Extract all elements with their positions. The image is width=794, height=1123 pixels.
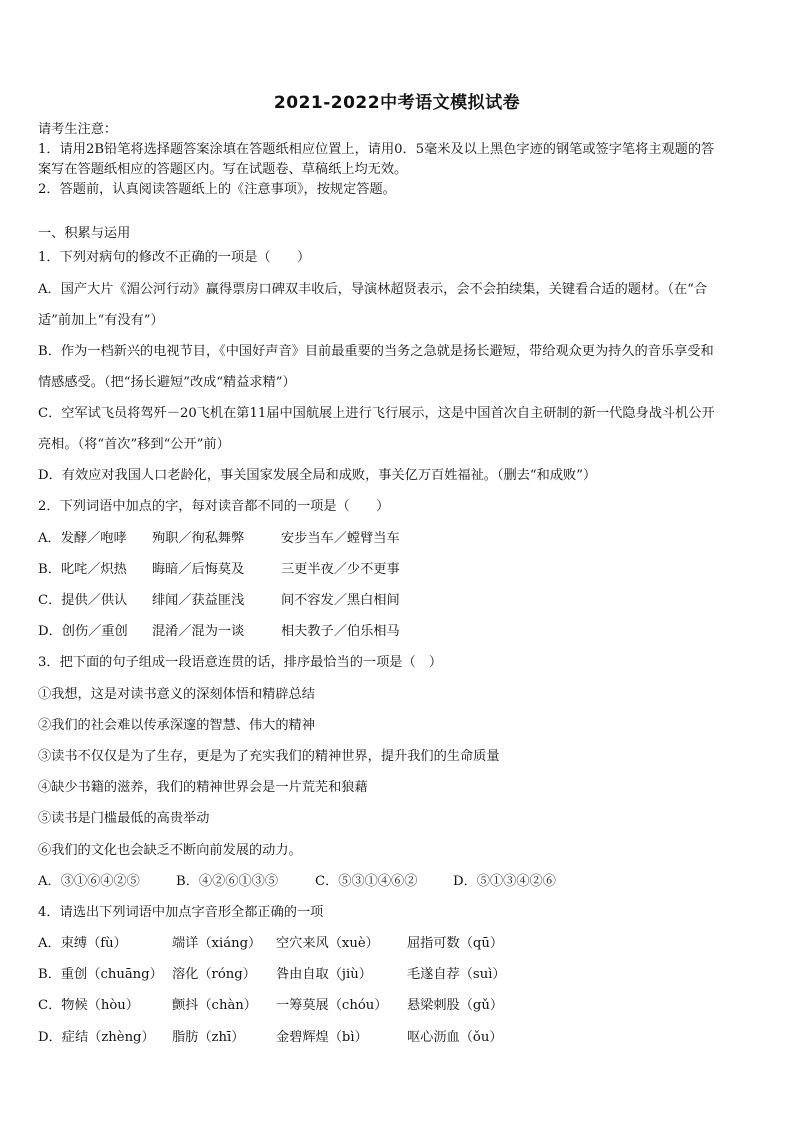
q2-option-row	[38, 531, 760, 547]
q3-choice-b: B．④②⑥①③⑤	[176, 874, 279, 889]
q4-a-1: A．束缚（fù）	[38, 936, 127, 951]
notice-item-2: 2．答题前，认真阅读答题纸上的《注意事项》，按规定答题。	[38, 182, 396, 197]
q2-option-row	[38, 593, 760, 609]
q2-stem: 2．下列词语中加点的字，每对读音都不同的一项是（ ）	[38, 499, 390, 514]
q3-choice-d: D．⑤①③④②⑥	[453, 874, 556, 889]
q2-c-1: C．提供／供认	[38, 593, 128, 608]
q1-option-d: D．有效应对我国人口老龄化，事关国家发展全局和成败，事关亿万百姓福祉。（删去“和成败”）	[38, 468, 597, 483]
q4-b-1: B．重创（chuāng）	[38, 967, 163, 982]
q4-d-1: D．症结（zhèng）	[38, 1030, 155, 1045]
q4-option-row	[38, 936, 760, 952]
q4-option-row	[38, 998, 760, 1014]
q3-choice-a: A．③①⑥④②⑤	[38, 874, 140, 889]
q1-option-c-cont: 亮相。（将“首次”移到“公开”前）	[38, 437, 230, 452]
q4-c-4: 悬梁刺股（gǔ）	[407, 998, 504, 1013]
q2-b-2: 晦暗／后悔莫及	[152, 562, 245, 577]
q4-option-row	[38, 967, 760, 983]
q2-d-3: 相夫教子／伯乐相马	[281, 624, 400, 639]
q2-d-2: 混淆／混为一谈	[152, 624, 245, 639]
q2-option-row	[38, 624, 760, 640]
q3-sentence-2: ②我们的社会难以传承深邃的智慧、伟大的精神	[38, 718, 315, 733]
q2-c-3: 间不容发／黑白相间	[281, 593, 400, 608]
q1-option-b: B．作为一档新兴的电视节目，《中国好声音》目前最重要的当务之急就是扬长避短，带给观众更为持久的音乐享受和	[38, 344, 714, 359]
q1-stem: 1．下列对病句的修改不正确的一项是（ ）	[38, 250, 311, 265]
q4-d-2: 脂肪（zhī）	[172, 1030, 245, 1045]
q3-choice-c: C．⑤③①④⑥②	[315, 874, 418, 889]
q1-option-a-cont: 适”前加上“有没有”）	[38, 313, 164, 328]
q4-a-4: 屈指可数（qū）	[407, 936, 504, 951]
q2-c-2: 绯闻／获益匪浅	[152, 593, 245, 608]
q2-b-1: B．叱咤／炽热	[38, 562, 127, 577]
q4-b-2: 溶化（róng）	[172, 967, 256, 982]
q2-b-3: 三更半夜／少不更事	[281, 562, 400, 577]
q4-c-2: 颤抖（chàn）	[172, 998, 257, 1013]
q1-option-a: A．国产大片《湄公河行动》赢得票房口碑双丰收后，导演林超贤表示，会不会拍续集，关键看合适的题材。（在“合	[38, 282, 708, 297]
q4-stem: 4．请选出下列词语中加点字音形全都正确的一项	[38, 905, 324, 920]
q3-sentence-4: ④缺少书籍的滋养，我们的精神世界会是一片荒芜和狼藉	[38, 780, 368, 795]
q1-option-b-cont: 情感感受。（把“扬长避短”改成“精益求精”）	[38, 375, 296, 390]
q2-option-row	[38, 562, 760, 578]
q3-sentence-6: ⑥我们的文化也会缺乏不断向前发展的动力。	[38, 843, 302, 858]
q4-d-4: 呕心沥血（ǒu）	[407, 1030, 503, 1045]
notice-heading: 请考生注意：	[38, 122, 118, 137]
q2-a-2: 殉职／徇私舞弊	[152, 531, 245, 546]
notice-item-1-cont: 案写在答题纸相应的答题区内。写在试题卷、草稿纸上均无效。	[38, 162, 408, 177]
q3-sentence-5: ⑤读书是门槛最低的高贵举动	[38, 811, 210, 826]
q4-d-3: 金碧辉煌（bì）	[276, 1030, 368, 1045]
q4-a-3: 空穴来风（xuè）	[276, 936, 379, 951]
q4-c-3: 一筹莫展（chóu）	[276, 998, 388, 1013]
q3-sentence-1: ①我想，这是对读书意义的深刻体悟和精辟总结	[38, 687, 315, 702]
q1-option-c: C．空军试飞员将驾歼－20飞机在第11届中国航展上进行飞行展示，这是中国首次自主研制的新一代隐身战斗机公开	[38, 406, 715, 421]
exam-title: 2021-2022中考语文模拟试卷	[273, 93, 521, 113]
q4-option-row	[38, 1030, 760, 1046]
q4-a-2: 端详（xiáng）	[172, 936, 262, 951]
q3-stem: 3．把下面的句子组成一段语意连贯的话，排序最恰当的一项是（ ）	[38, 655, 443, 670]
q3-sentence-3: ③读书不仅仅是为了生存，更是为了充实我们的精神世界，提升我们的生命质量	[38, 749, 500, 764]
notice-item-1: 1．请用2B铅笔将选择题答案涂填在答题纸相应位置上，请用0．5毫米及以上黑色字迹的钢笔或签字笔将主观题的答	[38, 142, 715, 157]
q2-a-3: 安步当车／螳臂当车	[281, 531, 400, 546]
q4-c-1: C．物候（hòu）	[38, 998, 139, 1013]
q4-b-4: 毛遂自荐（suì）	[407, 967, 506, 982]
section-heading: 一、积累与运用	[38, 226, 131, 241]
q4-b-3: 咎由自取（jiù）	[276, 967, 372, 982]
q3-choices	[38, 874, 760, 890]
q2-d-1: D．创伤／重创	[38, 624, 128, 639]
q2-a-1: A．发酵／咆哮	[38, 531, 127, 546]
